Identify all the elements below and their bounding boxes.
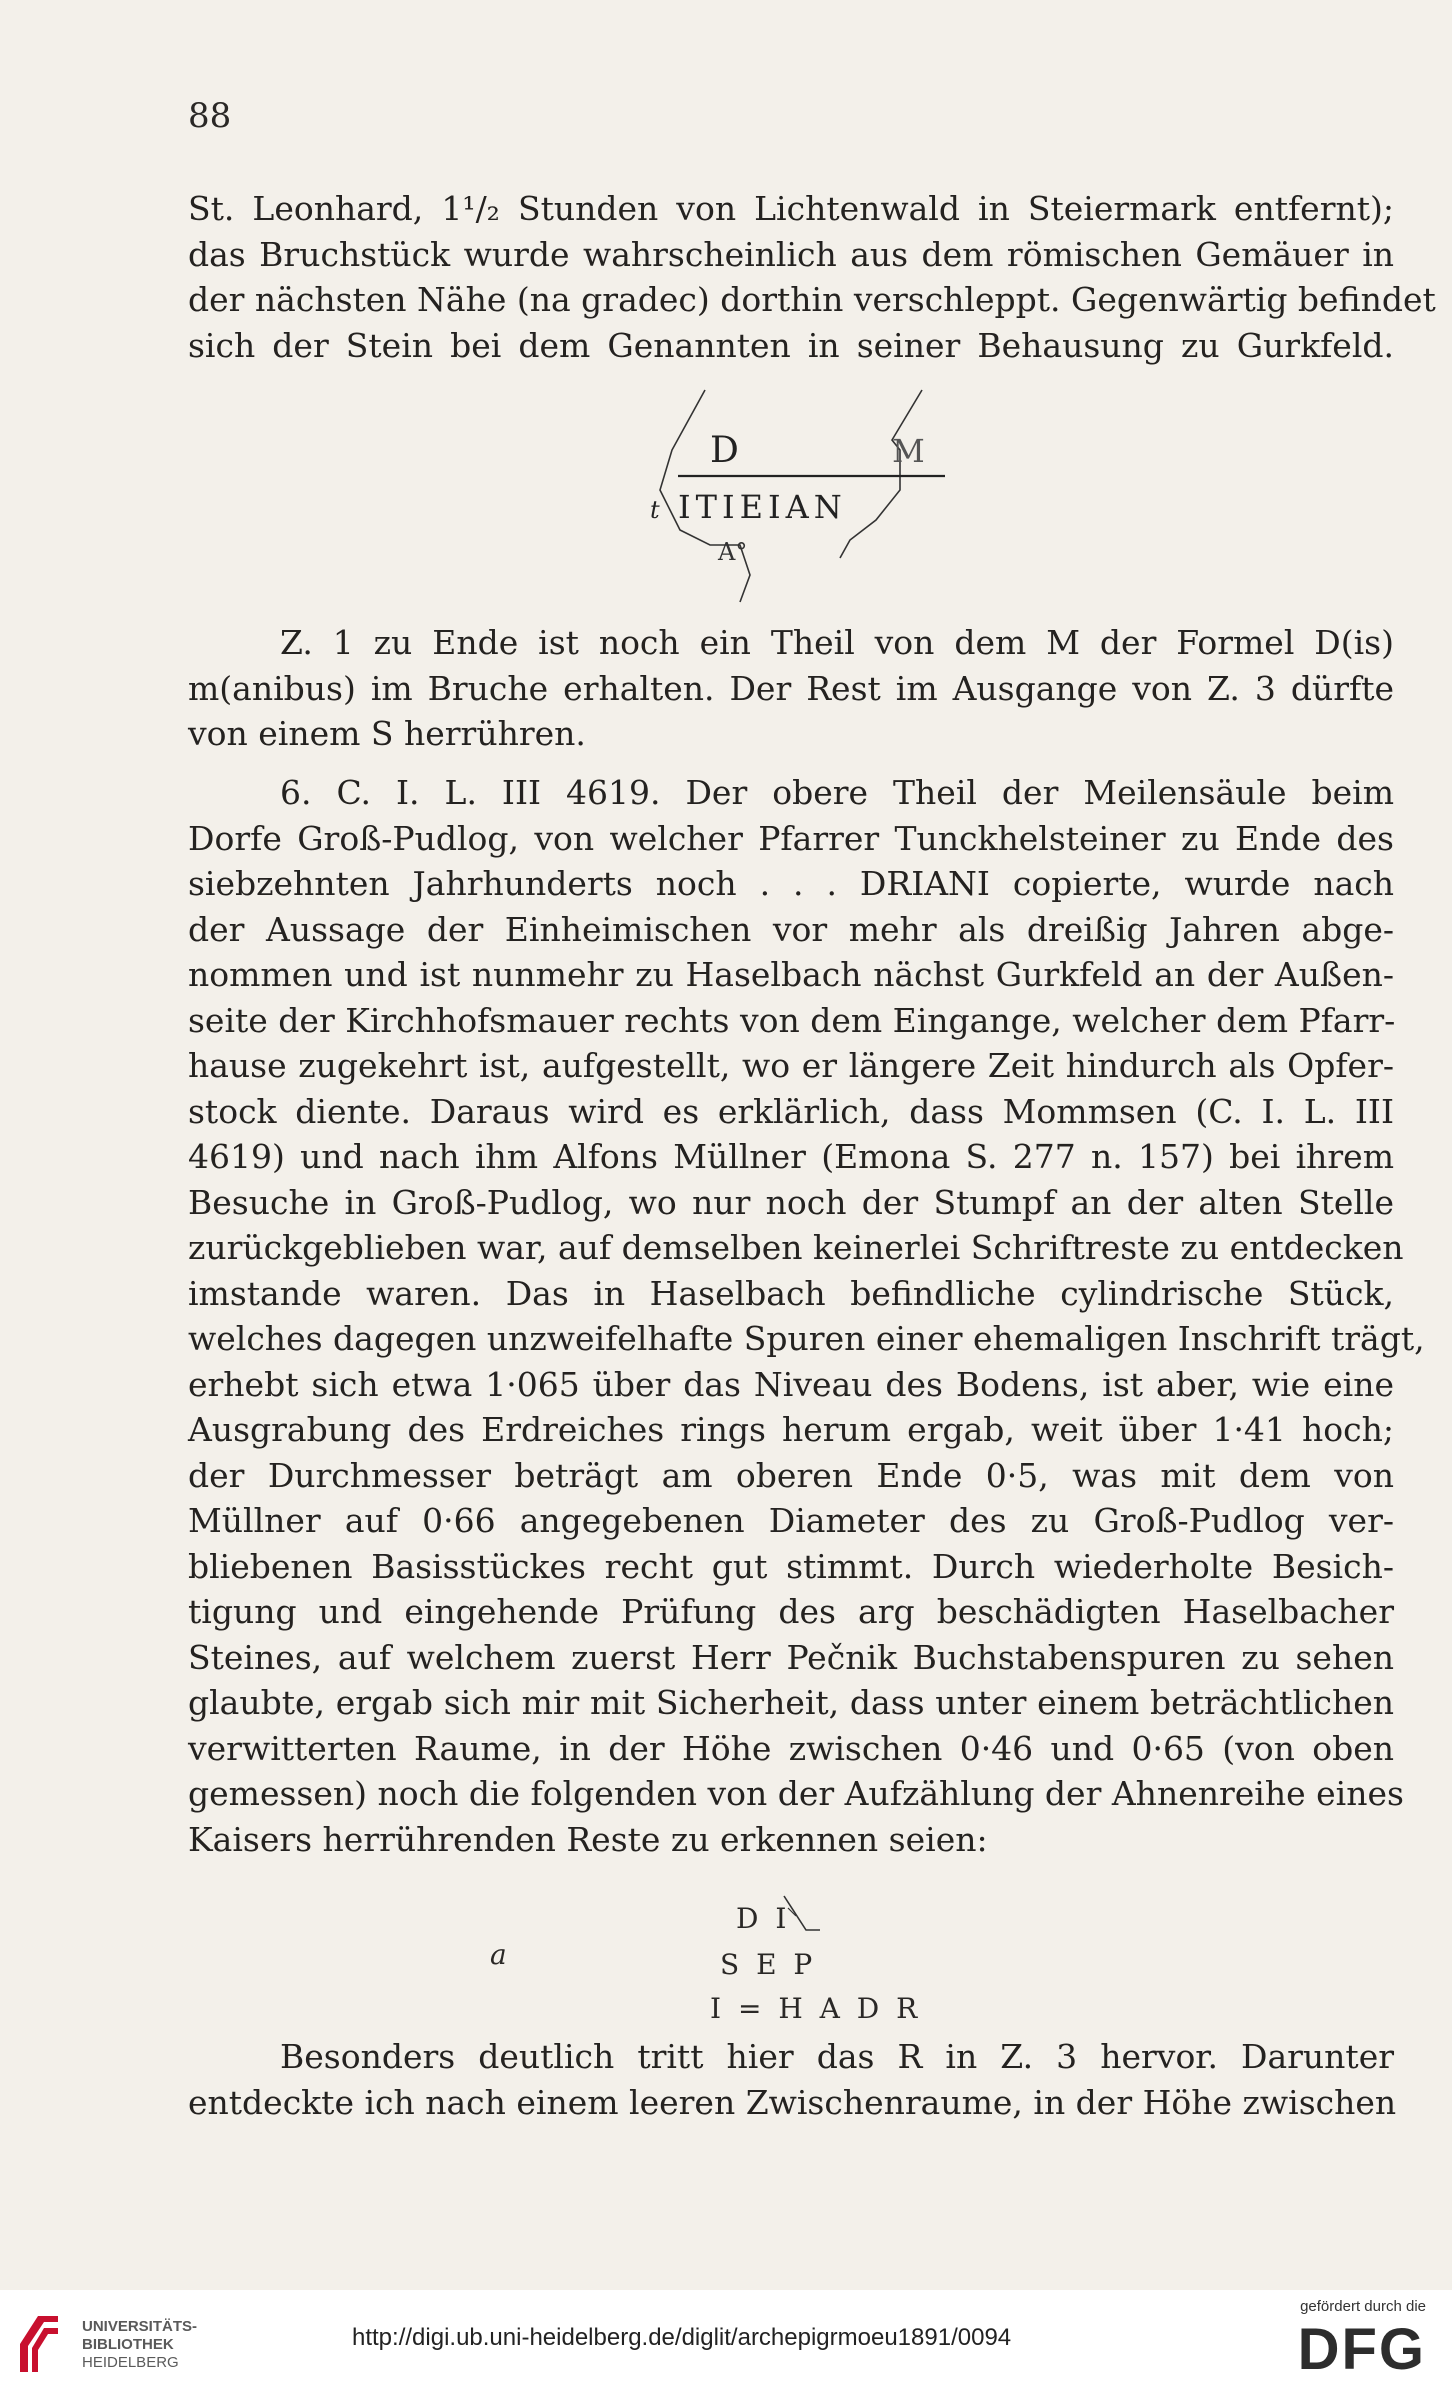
paragraph-4 (188, 2034, 1397, 2125)
page-number: 88 (188, 96, 232, 136)
inscription-1-line1-right: M (892, 432, 925, 470)
text-line: Besuche in Groß-Pudlog, wo nur noch der Stumpf an der alten Stelle (188, 1182, 1394, 1222)
text-line: von einem S herrühren. (188, 714, 586, 753)
text-line: bliebenen Basisstückes recht gut stimmt. Durch wiederholte Besich- (188, 1546, 1394, 1586)
text-line: 6. C. I. L. III 4619. Der obere Theil der Meilensäule beim (280, 773, 1394, 812)
inscription-fragment-2 (460, 1890, 980, 2040)
text-line: Ausgrabung des Erdreiches rings herum ergab, weit über 1·41 hoch; (188, 1410, 1394, 1449)
dfg-logo: DFG (1297, 2317, 1426, 2382)
inscription-2-break (778, 1890, 822, 1936)
text-line: entdeckte ich nach einem leeren Zwischenraume, in der Höhe zwischen (188, 2082, 1397, 2122)
text-line: stock diente. Daraus wird es erklärlich, dass Mommsen (C. I. L. III (188, 1091, 1394, 1131)
text-line: m(anibus) im Bruche erhalten. Der Rest im Ausgange von Z. 3 dürfte (188, 668, 1394, 708)
inscription-fragment-1 (600, 380, 980, 610)
inscription-1-line1-left: D (710, 430, 739, 471)
text-line: das Bruchstück wurde wahrscheinlich aus dem römischen Gemäuer in (188, 234, 1394, 274)
funded-by-label: gefördert durch die (1300, 2298, 1426, 2315)
text-line: St. Leonhard, 1¹/₂ Stunden von Lichtenwald in Steiermark entfernt); (188, 189, 1394, 228)
text-line: siebzehnten Jahrhunderts noch . . . DRIANI copierte, wurde nach (188, 864, 1394, 903)
inscription-1-line3: A° (718, 538, 748, 566)
inscription-2-line2: S E P (720, 1948, 817, 1981)
text-line: glaubte, ergab sich mir mit Sicherheit, dass unter einem beträchtlichen (188, 1683, 1394, 1722)
text-line: Müllner auf 0·66 angegebenen Diameter des zu Groß-Pudlog ver- (188, 1501, 1394, 1540)
text-line: zurückgeblieben war, auf demselben keinerlei Schriftreste zu entdecken (188, 1228, 1404, 1267)
inscription-1-prefix: t (650, 496, 660, 524)
library-name-line: UNIVERSITÄTS- (82, 2318, 198, 2335)
text-line: gemessen) noch die folgenden von der Aufzählung der Ahnenreihe eines (188, 1774, 1404, 1813)
text-line: Kaisers herrührenden Reste zu erkennen seien: (188, 1819, 988, 1859)
text-line: Dorfe Groß-Pudlog, von welcher Pfarrer Tunckhelsteiner zu Ende des (188, 818, 1394, 858)
text-line: Steines, auf welchem zuerst Herr Pečnik Buchstabenspuren zu sehen (188, 1637, 1394, 1677)
text-line: verwitterten Raume, in der Höhe zwischen 0·46 und 0·65 (von oben (188, 1728, 1394, 1768)
library-logo (14, 2302, 198, 2382)
inscription-2-marker: a (490, 1938, 507, 1971)
text-line: erhebt sich etwa 1·065 über das Niveau des Bodens, ist aber, wie eine (188, 1364, 1394, 1404)
library-name-line: BIBLIOTHEK (82, 2336, 174, 2353)
text-line: seite der Kirchhofsmauer rechts von dem Eingange, welcher dem Pfarr- (188, 1000, 1396, 1040)
library-name (82, 2318, 197, 2372)
text-line: sich der Stein bei dem Genannten in seiner Behausung zu Gurkfeld. (188, 325, 1394, 365)
text-line: Besonders deutlich tritt hier das R in Z. 3 hervor. Darunter (280, 2037, 1394, 2076)
text-line: welches dagegen unzweifelhafte Spuren einer ehemaligen Inschrift trägt, (188, 1319, 1425, 1358)
text-line: hause zugekehrt ist, aufgestellt, wo er längere Zeit hindurch als Opfer- (188, 1046, 1394, 1085)
inscription-2-line3: I = H A D R (710, 1992, 922, 2025)
paragraph-2 (188, 620, 1394, 757)
paragraph-3 (188, 770, 1425, 1862)
text-line: der Aussage der Einheimischen vor mehr als dreißig Jahren abge- (188, 909, 1394, 949)
footer-bar (0, 2290, 1452, 2394)
inscription-2-line1: D I (736, 1902, 791, 1935)
paragraph-1 (188, 186, 1436, 368)
library-name-line: HEIDELBERG (82, 2354, 179, 2371)
text-line: imstande waren. Das in Haselbach befindliche cylindrische Stück, (188, 1273, 1394, 1313)
text-line: der Durchmesser beträgt am oberen Ende 0·5, was mit dem von (188, 1455, 1394, 1495)
permalink-url[interactable]: http://digi.ub.uni-heidelberg.de/diglit/archepigrmoeu1891/0094 (352, 2324, 1012, 2351)
text-line: der nächsten Nähe (na gradec) dorthin verschleppt. Gegenwärtig befindet (188, 280, 1436, 319)
text-line: Z. 1 zu Ende ist noch ein Theil von dem M der Formel D(is) (280, 623, 1394, 662)
text-line: 4619) und nach ihm Alfons Müllner (Emona S. 277 n. 157) bei ihrem (188, 1137, 1394, 1176)
text-line: tigung und eingehende Prüfung des arg beschädigten Haselbacher (188, 1592, 1394, 1631)
text-line: nommen und ist nunmehr zu Haselbach nächst Gurkfeld an der Außen- (188, 955, 1394, 994)
library-logo-icon (14, 2312, 62, 2378)
inscription-1-line2: ITIEIAN (678, 488, 847, 526)
